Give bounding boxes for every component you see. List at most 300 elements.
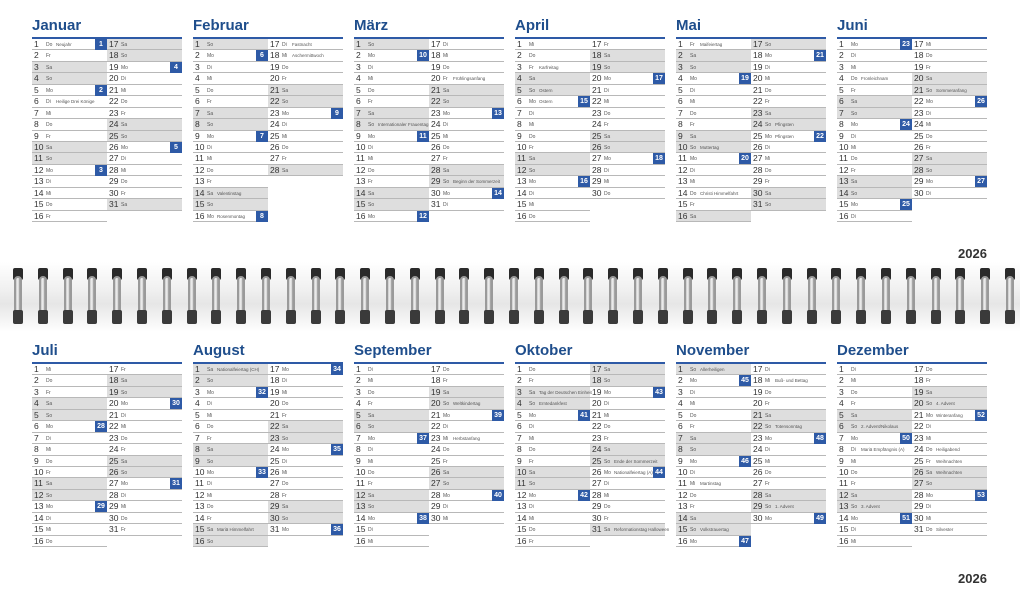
day-row[interactable]	[837, 131, 912, 142]
day-row[interactable]	[354, 410, 429, 421]
day-row[interactable]	[268, 490, 343, 501]
day-row[interactable]	[354, 199, 429, 210]
day-row[interactable]	[268, 153, 343, 164]
day-row[interactable]	[354, 421, 429, 432]
day-row[interactable]	[268, 467, 343, 478]
day-row[interactable]	[429, 50, 504, 61]
day-row[interactable]	[193, 375, 268, 386]
day-row[interactable]	[590, 501, 665, 512]
day-row[interactable]	[515, 85, 590, 96]
day-row[interactable]	[837, 524, 912, 535]
day-row[interactable]	[107, 433, 182, 444]
day-row[interactable]	[676, 536, 751, 547]
day-row[interactable]	[515, 188, 590, 199]
day-row[interactable]	[32, 108, 107, 119]
day-row[interactable]	[268, 433, 343, 444]
day-row[interactable]	[912, 513, 987, 524]
day-row[interactable]	[193, 456, 268, 467]
day-row[interactable]	[751, 444, 826, 455]
day-row[interactable]	[515, 364, 590, 375]
day-row[interactable]	[193, 490, 268, 501]
day-row[interactable]	[837, 119, 912, 130]
day-row[interactable]	[515, 62, 590, 73]
day-row[interactable]	[912, 501, 987, 512]
day-row[interactable]	[912, 153, 987, 164]
day-row[interactable]	[751, 108, 826, 119]
day-row[interactable]	[590, 456, 665, 467]
day-row[interactable]	[751, 398, 826, 409]
day-row[interactable]	[268, 85, 343, 96]
day-row[interactable]	[429, 188, 504, 199]
day-row[interactable]	[837, 211, 912, 222]
day-row[interactable]	[354, 467, 429, 478]
day-row[interactable]	[429, 131, 504, 142]
day-row[interactable]	[837, 387, 912, 398]
day-row[interactable]	[912, 524, 987, 535]
day-row[interactable]	[590, 478, 665, 489]
day-row[interactable]	[193, 398, 268, 409]
day-row[interactable]	[354, 96, 429, 107]
day-row[interactable]	[354, 50, 429, 61]
day-row[interactable]	[515, 433, 590, 444]
day-row[interactable]	[429, 387, 504, 398]
day-row[interactable]	[429, 199, 504, 210]
day-row[interactable]	[515, 119, 590, 130]
day-row[interactable]	[193, 211, 268, 222]
day-row[interactable]	[912, 375, 987, 386]
day-row[interactable]	[590, 73, 665, 84]
day-row[interactable]	[676, 524, 751, 535]
day-row[interactable]	[751, 176, 826, 187]
day-row[interactable]	[676, 39, 751, 50]
day-row[interactable]	[107, 375, 182, 386]
day-row[interactable]	[354, 165, 429, 176]
day-row[interactable]	[193, 142, 268, 153]
day-row[interactable]	[751, 73, 826, 84]
day-row[interactable]	[193, 73, 268, 84]
day-row[interactable]	[107, 50, 182, 61]
day-row[interactable]	[107, 119, 182, 130]
day-row[interactable]	[837, 153, 912, 164]
day-row[interactable]	[268, 421, 343, 432]
day-row[interactable]	[429, 108, 504, 119]
day-row[interactable]	[354, 176, 429, 187]
day-row[interactable]	[429, 513, 504, 524]
day-row[interactable]	[912, 421, 987, 432]
day-row[interactable]	[107, 131, 182, 142]
day-row[interactable]	[837, 176, 912, 187]
day-row[interactable]	[354, 153, 429, 164]
day-row[interactable]	[429, 478, 504, 489]
day-row[interactable]	[32, 513, 107, 524]
day-row[interactable]	[354, 119, 429, 130]
day-row[interactable]	[268, 96, 343, 107]
day-row[interactable]	[268, 131, 343, 142]
day-row[interactable]	[590, 142, 665, 153]
day-row[interactable]	[193, 96, 268, 107]
day-row[interactable]	[515, 73, 590, 84]
day-row[interactable]	[268, 387, 343, 398]
day-row[interactable]	[837, 73, 912, 84]
day-row[interactable]	[354, 524, 429, 535]
day-row[interactable]	[912, 478, 987, 489]
day-row[interactable]	[676, 444, 751, 455]
day-row[interactable]	[515, 108, 590, 119]
day-row[interactable]	[837, 199, 912, 210]
day-row[interactable]	[751, 188, 826, 199]
day-row[interactable]	[676, 410, 751, 421]
day-row[interactable]	[32, 142, 107, 153]
day-row[interactable]	[676, 199, 751, 210]
day-row[interactable]	[751, 387, 826, 398]
day-row[interactable]	[354, 490, 429, 501]
day-row[interactable]	[429, 421, 504, 432]
day-row[interactable]	[193, 467, 268, 478]
day-row[interactable]	[590, 153, 665, 164]
day-row[interactable]	[107, 478, 182, 489]
day-row[interactable]	[32, 153, 107, 164]
day-row[interactable]	[429, 62, 504, 73]
day-row[interactable]	[107, 188, 182, 199]
day-row[interactable]	[429, 433, 504, 444]
day-row[interactable]	[751, 199, 826, 210]
day-row[interactable]	[751, 456, 826, 467]
day-row[interactable]	[32, 421, 107, 432]
day-row[interactable]	[32, 387, 107, 398]
day-row[interactable]	[354, 142, 429, 153]
day-row[interactable]	[429, 119, 504, 130]
day-row[interactable]	[268, 410, 343, 421]
day-row[interactable]	[193, 421, 268, 432]
day-row[interactable]	[268, 108, 343, 119]
day-row[interactable]	[515, 165, 590, 176]
day-row[interactable]	[590, 444, 665, 455]
day-row[interactable]	[676, 108, 751, 119]
day-row[interactable]	[515, 39, 590, 50]
day-row[interactable]	[32, 536, 107, 547]
day-row[interactable]	[676, 375, 751, 386]
day-row[interactable]	[268, 444, 343, 455]
day-row[interactable]	[912, 387, 987, 398]
day-row[interactable]	[590, 421, 665, 432]
day-row[interactable]	[515, 524, 590, 535]
day-row[interactable]	[837, 536, 912, 547]
day-row[interactable]	[32, 50, 107, 61]
day-row[interactable]	[354, 108, 429, 119]
day-row[interactable]	[912, 490, 987, 501]
day-row[interactable]	[32, 188, 107, 199]
day-row[interactable]	[429, 39, 504, 50]
day-row[interactable]	[515, 50, 590, 61]
day-row[interactable]	[515, 456, 590, 467]
day-row[interactable]	[837, 188, 912, 199]
day-row[interactable]	[912, 62, 987, 73]
day-row[interactable]	[515, 444, 590, 455]
day-row[interactable]	[193, 524, 268, 535]
day-row[interactable]	[751, 50, 826, 61]
day-row[interactable]	[193, 50, 268, 61]
day-row[interactable]	[590, 165, 665, 176]
day-row[interactable]	[751, 153, 826, 164]
day-row[interactable]	[354, 85, 429, 96]
day-row[interactable]	[751, 478, 826, 489]
day-row[interactable]	[676, 490, 751, 501]
day-row[interactable]	[515, 199, 590, 210]
day-row[interactable]	[515, 501, 590, 512]
day-row[interactable]	[676, 119, 751, 130]
day-row[interactable]	[676, 165, 751, 176]
day-row[interactable]	[751, 364, 826, 375]
day-row[interactable]	[590, 62, 665, 73]
day-row[interactable]	[837, 85, 912, 96]
day-row[interactable]	[429, 398, 504, 409]
day-row[interactable]	[107, 176, 182, 187]
day-row[interactable]	[268, 524, 343, 535]
day-row[interactable]	[515, 513, 590, 524]
day-row[interactable]	[837, 501, 912, 512]
day-row[interactable]	[751, 165, 826, 176]
day-row[interactable]	[429, 85, 504, 96]
day-row[interactable]	[912, 119, 987, 130]
day-row[interactable]	[751, 119, 826, 130]
day-row[interactable]	[32, 62, 107, 73]
day-row[interactable]	[590, 176, 665, 187]
day-row[interactable]	[107, 73, 182, 84]
day-row[interactable]	[193, 153, 268, 164]
day-row[interactable]	[912, 85, 987, 96]
day-row[interactable]	[515, 153, 590, 164]
day-row[interactable]	[32, 85, 107, 96]
day-row[interactable]	[32, 165, 107, 176]
day-row[interactable]	[268, 62, 343, 73]
day-row[interactable]	[268, 513, 343, 524]
day-row[interactable]	[193, 410, 268, 421]
day-row[interactable]	[32, 467, 107, 478]
day-row[interactable]	[107, 456, 182, 467]
day-row[interactable]	[515, 142, 590, 153]
day-row[interactable]	[193, 501, 268, 512]
day-row[interactable]	[32, 199, 107, 210]
day-row[interactable]	[268, 398, 343, 409]
day-row[interactable]	[515, 398, 590, 409]
day-row[interactable]	[515, 490, 590, 501]
day-row[interactable]	[676, 456, 751, 467]
day-row[interactable]	[107, 142, 182, 153]
day-row[interactable]	[429, 501, 504, 512]
day-row[interactable]	[107, 410, 182, 421]
day-row[interactable]	[676, 398, 751, 409]
day-row[interactable]	[429, 444, 504, 455]
day-row[interactable]	[912, 433, 987, 444]
day-row[interactable]	[429, 142, 504, 153]
day-row[interactable]	[751, 375, 826, 386]
day-row[interactable]	[268, 456, 343, 467]
day-row[interactable]	[676, 501, 751, 512]
day-row[interactable]	[676, 73, 751, 84]
day-row[interactable]	[590, 524, 670, 535]
day-row[interactable]	[515, 211, 590, 222]
day-row[interactable]	[32, 398, 107, 409]
day-row[interactable]	[912, 73, 987, 84]
day-row[interactable]	[193, 387, 268, 398]
day-row[interactable]	[837, 513, 912, 524]
day-row[interactable]	[193, 513, 268, 524]
day-row[interactable]	[32, 176, 107, 187]
day-row[interactable]	[912, 165, 987, 176]
day-row[interactable]	[590, 108, 665, 119]
day-row[interactable]	[193, 188, 268, 199]
day-row[interactable]	[429, 410, 504, 421]
day-row[interactable]	[354, 456, 429, 467]
day-row[interactable]	[590, 387, 665, 398]
day-row[interactable]	[590, 119, 665, 130]
day-row[interactable]	[32, 39, 107, 50]
day-row[interactable]	[268, 501, 343, 512]
day-row[interactable]	[354, 131, 429, 142]
day-row[interactable]	[107, 108, 182, 119]
day-row[interactable]	[676, 62, 751, 73]
day-row[interactable]	[676, 131, 751, 142]
day-row[interactable]	[515, 387, 590, 398]
day-row[interactable]	[32, 456, 107, 467]
day-row[interactable]	[268, 73, 343, 84]
day-row[interactable]	[193, 444, 268, 455]
day-row[interactable]	[107, 153, 182, 164]
day-row[interactable]	[268, 142, 343, 153]
day-row[interactable]	[590, 39, 665, 50]
day-row[interactable]	[193, 433, 268, 444]
day-row[interactable]	[676, 153, 751, 164]
day-row[interactable]	[751, 513, 826, 524]
day-row[interactable]	[590, 131, 665, 142]
day-row[interactable]	[107, 364, 182, 375]
day-row[interactable]	[590, 490, 665, 501]
day-row[interactable]	[751, 410, 826, 421]
day-row[interactable]	[837, 433, 912, 444]
day-row[interactable]	[32, 444, 107, 455]
day-row[interactable]	[354, 188, 429, 199]
day-row[interactable]	[429, 96, 504, 107]
day-row[interactable]	[354, 62, 429, 73]
day-row[interactable]	[751, 62, 826, 73]
day-row[interactable]	[837, 142, 912, 153]
day-row[interactable]	[354, 478, 429, 489]
day-row[interactable]	[837, 62, 912, 73]
day-row[interactable]	[751, 85, 826, 96]
day-row[interactable]	[32, 96, 107, 107]
day-row[interactable]	[912, 444, 987, 455]
day-row[interactable]	[590, 375, 665, 386]
day-row[interactable]	[912, 131, 987, 142]
day-row[interactable]	[193, 176, 268, 187]
day-row[interactable]	[193, 119, 268, 130]
day-row[interactable]	[676, 142, 751, 153]
day-row[interactable]	[837, 456, 912, 467]
day-row[interactable]	[32, 524, 107, 535]
day-row[interactable]	[912, 176, 987, 187]
day-row[interactable]	[912, 456, 987, 467]
day-row[interactable]	[429, 153, 504, 164]
day-row[interactable]	[193, 199, 268, 210]
day-row[interactable]	[32, 131, 107, 142]
day-row[interactable]	[515, 478, 590, 489]
day-row[interactable]	[429, 73, 504, 84]
day-row[interactable]	[676, 176, 751, 187]
day-row[interactable]	[515, 176, 590, 187]
day-row[interactable]	[193, 364, 268, 375]
day-row[interactable]	[354, 398, 429, 409]
day-row[interactable]	[837, 490, 912, 501]
day-row[interactable]	[354, 364, 429, 375]
day-row[interactable]	[837, 108, 912, 119]
day-row[interactable]	[268, 119, 343, 130]
day-row[interactable]	[837, 398, 912, 409]
day-row[interactable]	[32, 364, 107, 375]
day-row[interactable]	[32, 375, 107, 386]
day-row[interactable]	[107, 85, 182, 96]
day-row[interactable]	[429, 467, 504, 478]
day-row[interactable]	[837, 410, 912, 421]
day-row[interactable]	[354, 211, 429, 222]
day-row[interactable]	[107, 513, 182, 524]
day-row[interactable]	[354, 444, 429, 455]
day-row[interactable]	[429, 165, 504, 176]
day-row[interactable]	[676, 211, 751, 222]
day-row[interactable]	[751, 490, 826, 501]
day-row[interactable]	[837, 375, 912, 386]
day-row[interactable]	[590, 364, 665, 375]
day-row[interactable]	[354, 433, 429, 444]
day-row[interactable]	[515, 375, 590, 386]
day-row[interactable]	[107, 387, 182, 398]
day-row[interactable]	[193, 536, 268, 547]
day-row[interactable]	[590, 398, 665, 409]
day-row[interactable]	[590, 50, 665, 61]
day-row[interactable]	[268, 478, 343, 489]
day-row[interactable]	[429, 490, 504, 501]
day-row[interactable]	[515, 536, 590, 547]
day-row[interactable]	[32, 211, 107, 222]
day-row[interactable]	[912, 467, 987, 478]
day-row[interactable]	[107, 62, 182, 73]
day-row[interactable]	[837, 467, 912, 478]
day-row[interactable]	[751, 96, 826, 107]
day-row[interactable]	[354, 501, 429, 512]
day-row[interactable]	[751, 142, 826, 153]
day-row[interactable]	[912, 364, 987, 375]
day-row[interactable]	[193, 85, 268, 96]
day-row[interactable]	[837, 96, 912, 107]
day-row[interactable]	[32, 73, 107, 84]
day-row[interactable]	[676, 433, 751, 444]
day-row[interactable]	[590, 96, 665, 107]
day-row[interactable]	[107, 398, 182, 409]
day-row[interactable]	[751, 501, 826, 512]
day-row[interactable]	[107, 199, 182, 210]
day-row[interactable]	[32, 119, 107, 130]
day-row[interactable]	[354, 73, 429, 84]
day-row[interactable]	[193, 108, 268, 119]
day-row[interactable]	[107, 165, 182, 176]
day-row[interactable]	[429, 176, 504, 187]
day-row[interactable]	[912, 398, 987, 409]
day-row[interactable]	[32, 433, 107, 444]
day-row[interactable]	[268, 50, 343, 61]
day-row[interactable]	[354, 375, 429, 386]
day-row[interactable]	[590, 433, 665, 444]
day-row[interactable]	[107, 467, 182, 478]
day-row[interactable]	[590, 513, 665, 524]
